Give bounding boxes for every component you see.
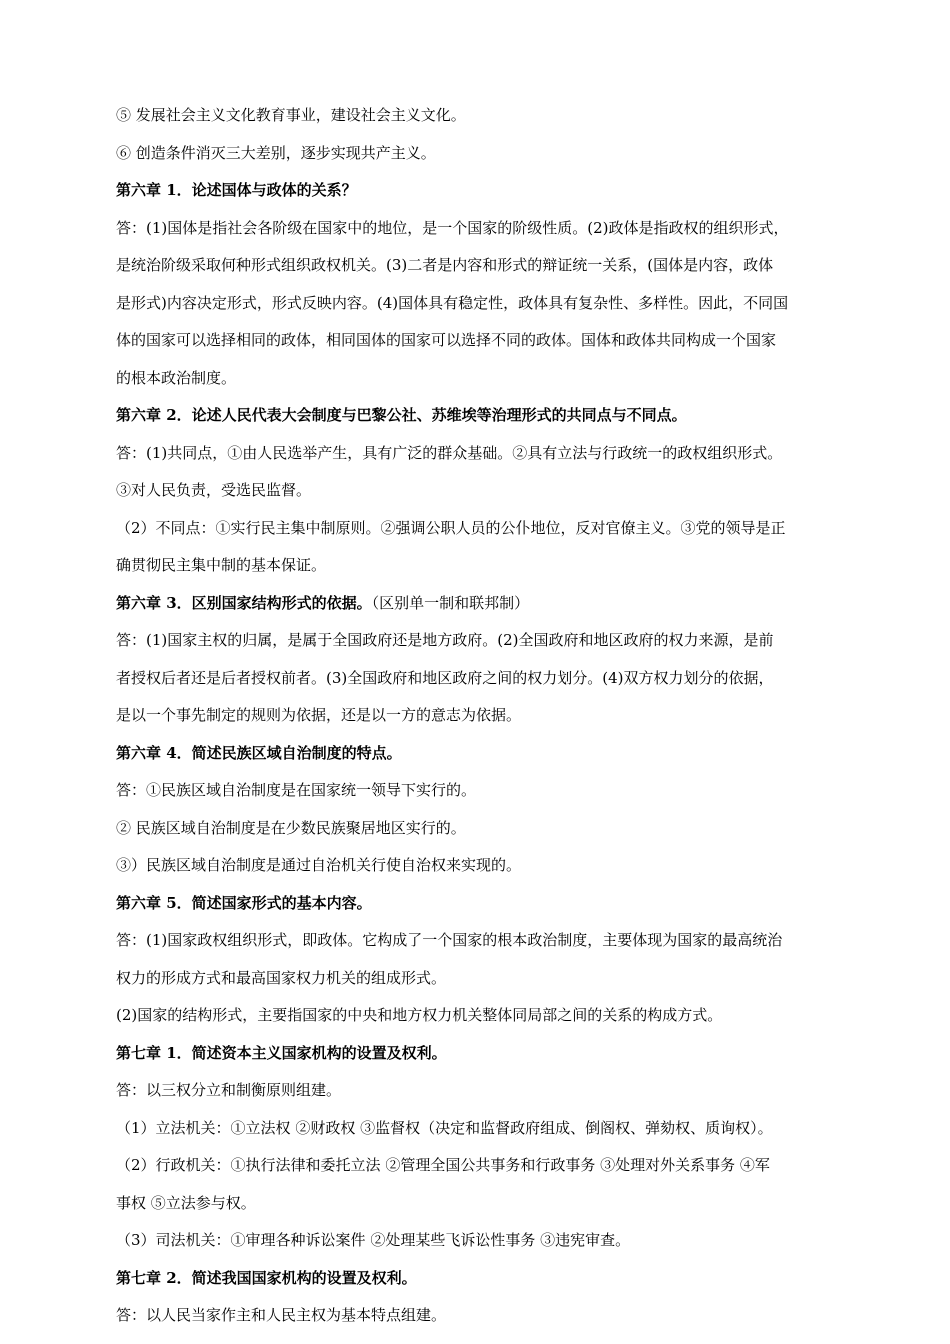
body-line: ③对人民负责，受选民监督。 xyxy=(116,481,312,499)
body-line: 答：(1)国家主权的归属，是属于全国政府还是地方政府。(2)全国政府和地区政府的权力来源，是前 xyxy=(116,631,774,649)
body-line: ② 民族区域自治制度是在少数民族聚居地区实行的。 xyxy=(116,818,466,837)
body-line: 体的国家可以选择相同的政体，相同国体的国家可以选择不同的政体。国体和政体共同构成一个国家 xyxy=(116,331,777,349)
body-line: 答：(1)共同点，①由人民选举产生，具有广泛的群众基础。②具有立法与行政统一的政权组织形式。 xyxy=(116,443,783,462)
question-heading: 第七章 1．简述资本主义国家机构的设置及权利。 xyxy=(116,1043,447,1062)
body-line: 答：以人民当家作主和人民主权为基本特点组建。 xyxy=(116,1306,447,1324)
question-heading-text: 第六章 3．区别国家结构形式的依据。 xyxy=(116,593,372,612)
body-line: 答：①民族区域自治制度是在国家统一领导下实行的。 xyxy=(116,781,477,799)
body-line: (2)国家的结构形式，主要指国家的中央和地方权力机关整体同局部之间的关系的构成方式。 xyxy=(116,1006,723,1024)
body-line: 权力的形成方式和最高国家权力机关的组成形式。 xyxy=(116,968,447,987)
question-heading-note: （区别单一制和联邦制） xyxy=(371,593,530,612)
body-line: 的根本政治制度。 xyxy=(116,368,237,387)
question-heading: 第七章 2．简述我国国家机构的设置及权利。 xyxy=(116,1268,417,1287)
body-line: 是以一个事先制定的规则为依据，还是以一方的意志为依据。 xyxy=(116,706,522,724)
body-line: 是形式)内容决定形式，形式反映内容。(4)国体具有稳定性，政体具有复杂性、多样性。因此，不同国 xyxy=(116,293,789,312)
body-line: ⑤ 发展社会主义文化教育事业，建设社会主义文化。 xyxy=(116,106,466,124)
question-heading: 第六章 4．简述民族区域自治制度的特点。 xyxy=(116,743,402,762)
body-line: （2）不同点：①实行民主集中制原则。②强调公职人员的公仆地位，反对官僚主义。③党的领导是正 xyxy=(116,518,786,537)
body-line: （2）行政机关：①执行法律和委托立法 ②管理全国公共事务和行政事务 ③处理对外关系事务 ④军 xyxy=(116,1156,770,1174)
question-heading xyxy=(116,585,836,623)
body-line: 者授权后者还是后者授权前者。(3)全国政府和地区政府之间的权力划分。(4)双方权力划分的依据， xyxy=(116,668,774,687)
body-line: ⑥ 创造条件消灭三大差别，逐步实现共产主义。 xyxy=(116,143,436,162)
body-line: ③）民族区域自治制度是通过自治机关行使自治权来实现的。 xyxy=(116,856,522,874)
body-line: 确贯彻民主集中制的基本保证。 xyxy=(116,556,327,574)
body-line: 事权 ⑤立法参与权。 xyxy=(116,1193,256,1212)
document-body xyxy=(116,97,836,1335)
question-heading: 第六章 2．论述人民代表大会制度与巴黎公社、苏维埃等治理形式的共同点与不同点。 xyxy=(116,406,687,424)
question-heading: 第六章 1．论述国体与政体的关系？ xyxy=(116,181,357,199)
body-line: 答：以三权分立和制衡原则组建。 xyxy=(116,1081,342,1099)
body-line: 答：(1)国家政权组织形式，即政体。它构成了一个国家的根本政治制度，主要体现为国家的最高统治 xyxy=(116,931,783,949)
body-line: （3）司法机关：①审理各种诉讼案件 ②处理某些飞诉讼性事务 ③违宪审查。 xyxy=(116,1231,631,1249)
question-heading: 第六章 5．简述国家形式的基本内容。 xyxy=(116,893,372,912)
body-line: 答：(1)国体是指社会各阶级在国家中的地位，是一个国家的阶级性质。(2)政体是指政权的组织形式， xyxy=(116,218,789,237)
body-line: （1）立法机关：①立法权 ②财政权 ③监督权（决定和监督政府组成、倒阁权、弹劾权、质询权）。 xyxy=(116,1118,773,1137)
body-line: 是统治阶级采取何种形式组织政权机关。(3)二者是内容和形式的辩证统一关系，(国体是内容，政体 xyxy=(116,256,774,274)
